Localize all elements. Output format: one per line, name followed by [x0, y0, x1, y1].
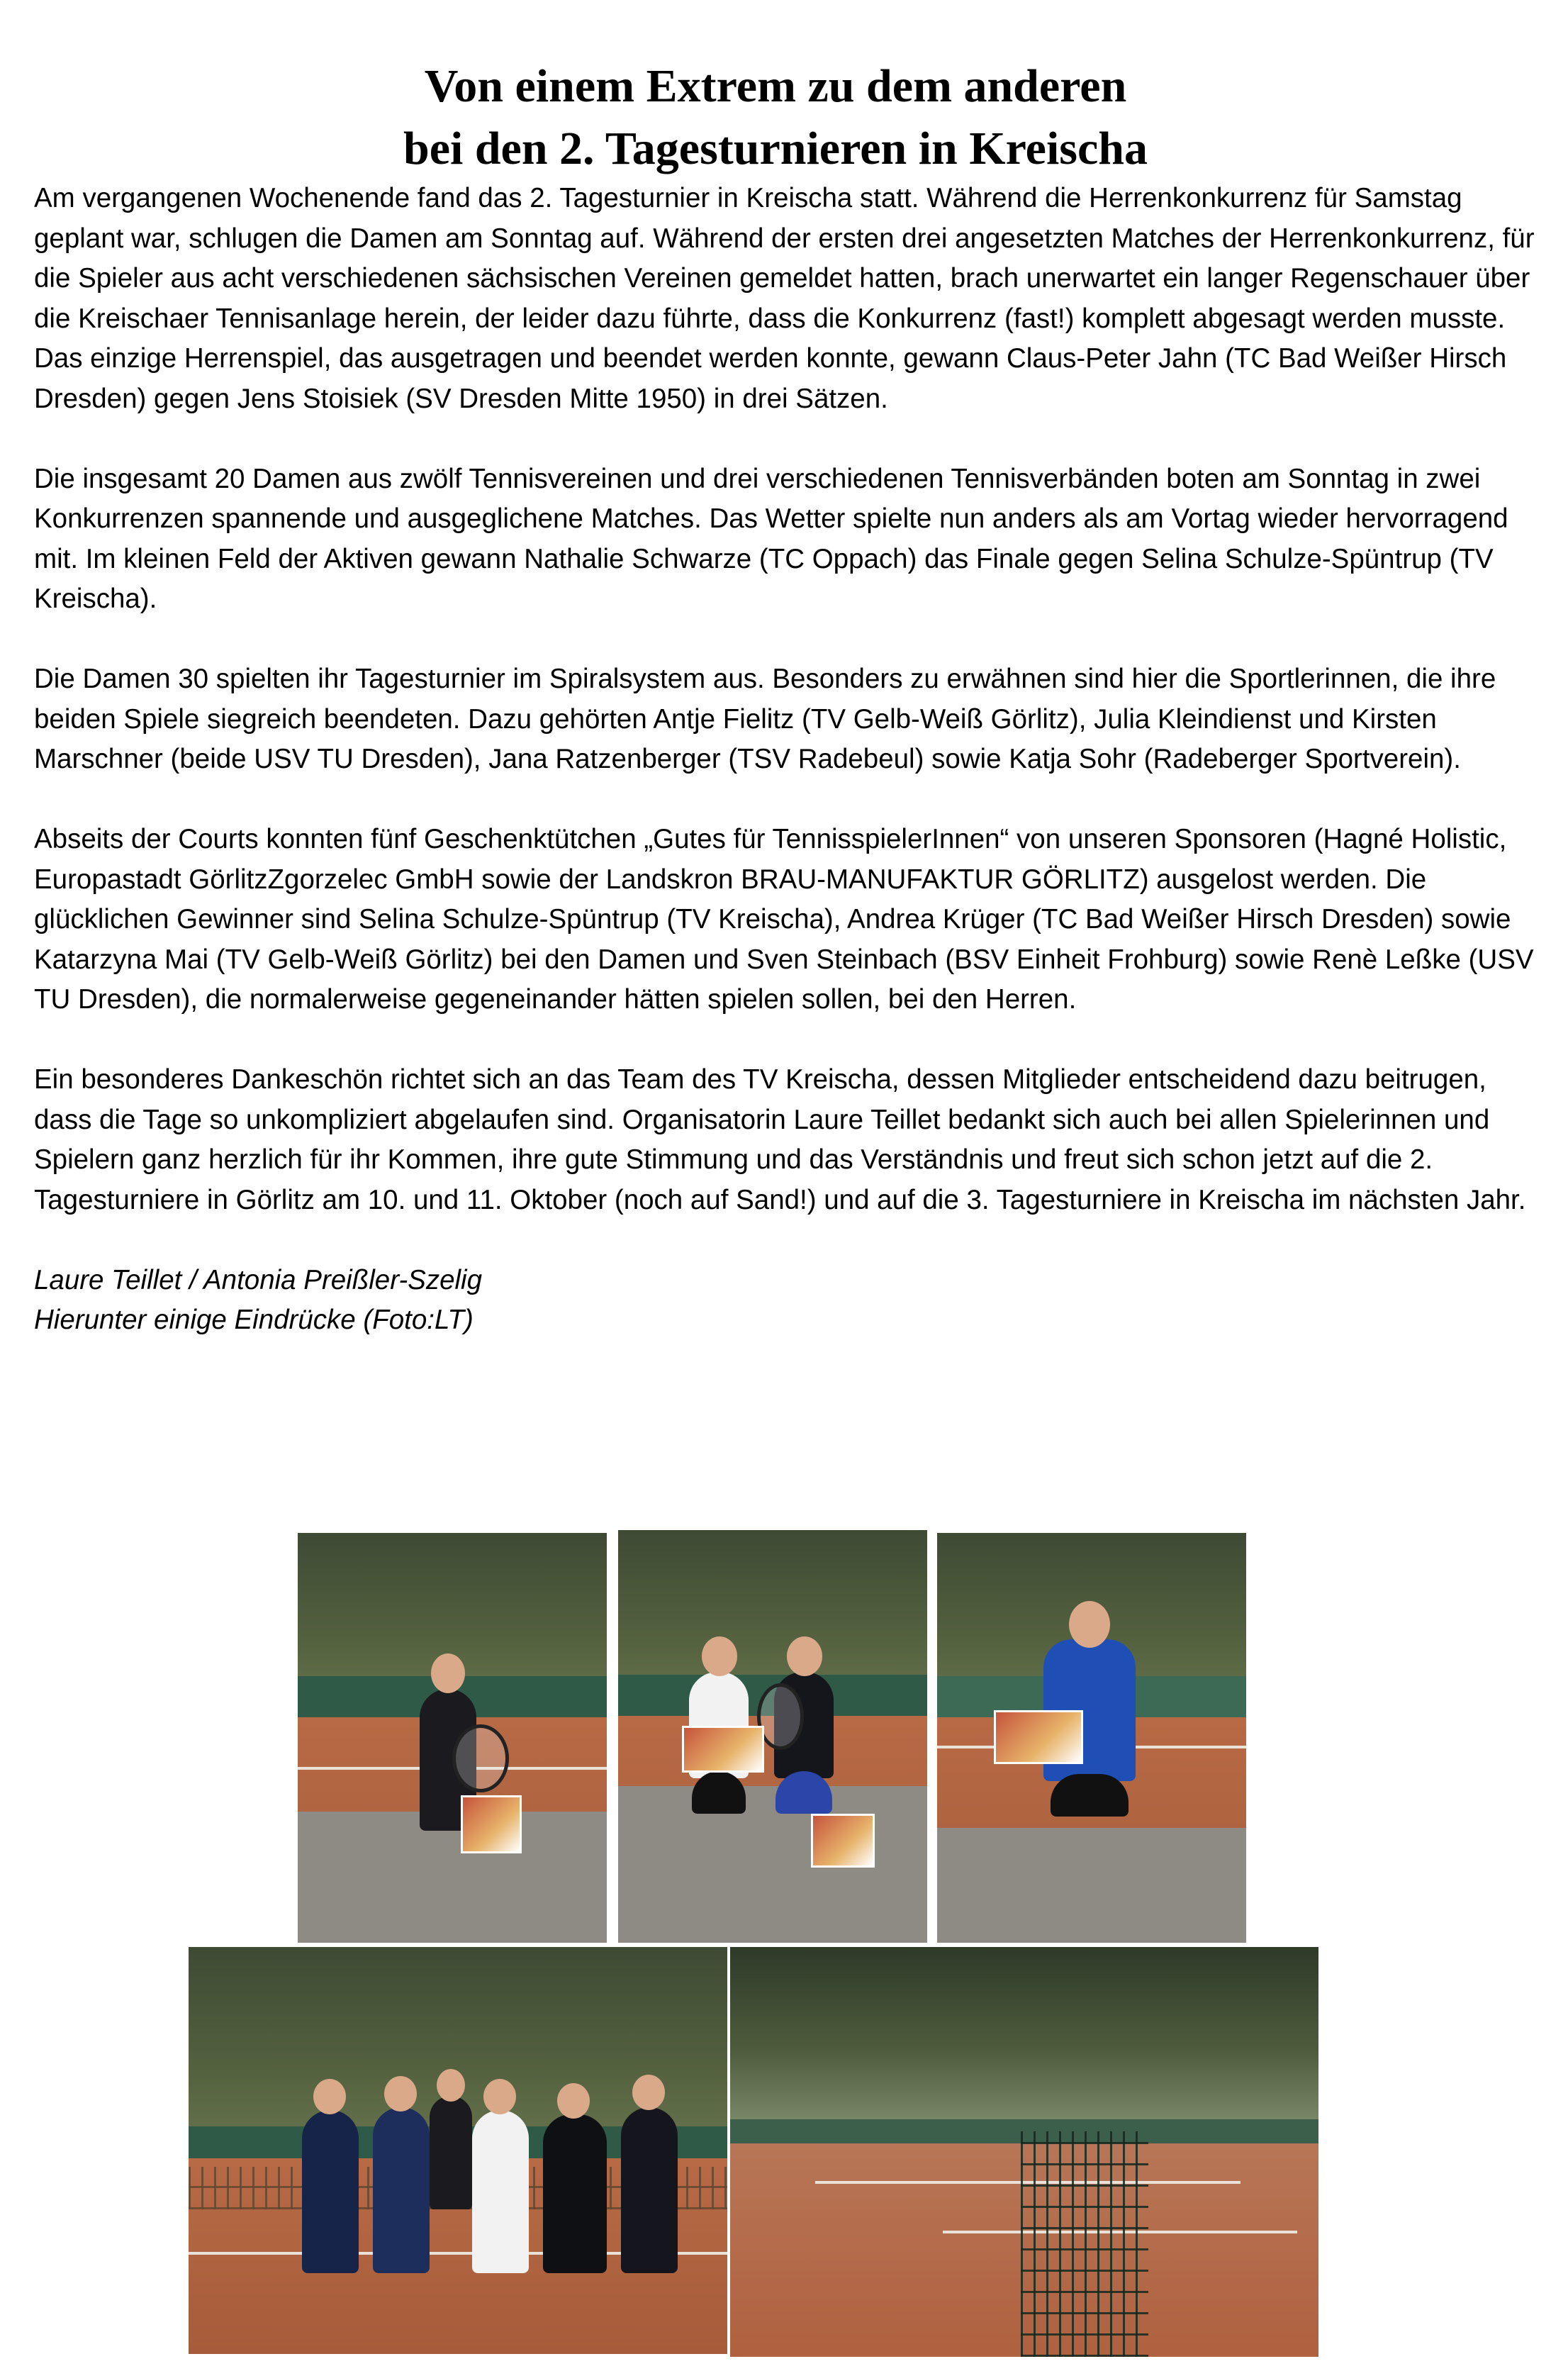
player-head-left	[702, 1636, 737, 1676]
photo-gravel	[937, 1828, 1246, 1943]
man-4	[472, 2110, 529, 2273]
man-2-head	[384, 2076, 417, 2111]
paragraph-2: Die insgesamt 20 Damen aus zwölf Tennisvereinen und drei verschiedenen Tennisverbänden boten am Sonntag in zwei Konkurrenzen spannende und ausgeglichene Matches. Das Wetter spielte nun anders als am Vortag wieder hervorragend mit. Im kleinen Feld der Aktiven gewann Nathalie Schwarze (TC Oppach) das Finale gegen Selina Schulze-Spüntrup (TV Kreischa).	[34, 463, 1508, 614]
article-body	[34, 179, 1537, 1341]
gift-bag	[994, 1710, 1083, 1764]
man-5	[543, 2114, 607, 2273]
paragraph-4: Abseits der Courts konnten fünf Geschenktütchen „Gutes für TennisspielerInnen“ von unseren Sponsoren (Hagné Holistic, Europastadt GörlitzZgorzelec GmbH sowie der Landskron BRAU-MANUFAKTUR GÖRLITZ) ausgelost werden. Die glücklichen Gewinner sind Selina Schulze-Spüntrup (TV Kreischa), Andrea Krüger (TC Bad Weißer Hirsch Dresden) sowie Katarzyna Mai (TV Gelb-Weiß Görlitz) bei den Damen und Sven Steinbach (BSV Einheit Frohburg) sowie Renè Leßke (USV TU Dresden), die normalerweise gegeneinander hätten spielen sollen, bei den Herren.	[34, 824, 1534, 1015]
man-6-head	[632, 2075, 665, 2110]
photo-group-of-men	[189, 1947, 727, 2354]
photo-caption: Hierunter einige Eindrücke (Foto:LT)	[34, 1305, 474, 1335]
man-3-head	[437, 2069, 465, 2102]
photo-gravel	[618, 1786, 927, 1943]
photo-man-blue-jacket	[937, 1533, 1246, 1943]
gift-bag-2	[811, 1814, 875, 1868]
paragraph-1: Am vergangenen Wochenende fand das 2. Tagesturnier in Kreischa statt. Während die Herrenkonkurrenz für Samstag geplant war, schlugen die Damen am Sonntag auf. Während der ersten drei angesetzten Matches der Herrenkonkurrenz, für die Spieler aus acht verschiedenen sächsischen Vereinen gemeldet hatten, brach unerwartet ein langer Regenschauer über die Kreischaer Tennisanlage herein, der leider dazu führte, dass die Konkurrenz (fast!) komplett abgesagt werden musste. Das einzige Herrenspiel, das ausgetragen und beendet werden konnte, gewann Claus-Peter Jahn (TC Bad Weißer Hirsch Dresden) gegen Jens Stoisiek (SV Dresden Mitte 1950) in drei Sätzen.	[34, 183, 1535, 414]
photo-gravel	[298, 1812, 607, 1943]
signature	[34, 1261, 1537, 1341]
racket	[452, 1724, 509, 1792]
title-line-1: Von einem Extrem zu dem anderen	[424, 60, 1127, 113]
gift-bag	[682, 1726, 764, 1773]
man-1-head	[313, 2079, 346, 2114]
title-line-2: bei den 2. Tagesturnieren in Kreischa	[403, 123, 1148, 175]
man-6	[621, 2107, 678, 2273]
foreground-fence	[1021, 2131, 1148, 2357]
player-head	[431, 1653, 465, 1693]
man-5-head	[557, 2083, 590, 2119]
signature-authors: Laure Teillet / Antonia Preißler-Szelig	[34, 1264, 483, 1295]
player-shorts	[1051, 1774, 1129, 1817]
photo-woman-with-racket	[298, 1533, 607, 1943]
player-head-right	[787, 1636, 822, 1676]
photo-clay-courts	[730, 1947, 1318, 2357]
gift-bag	[461, 1795, 522, 1853]
paragraph-5: Ein besonderes Dankeschön richtet sich an das Team des TV Kreischa, dessen Mitglieder entscheidend dazu beitrugen, dass die Tage so unkompliziert abgelaufen sind. Organisatorin Laure Teillet bedankt sich auch bei allen Spielerinnen und Spielern ganz herzlich für ihr Kommen, ihre gute Stimmung und das Verständnis und freut sich schon jetzt auf die 2. Tagesturniere in Görlitz am 10. und 11. Oktober (noch auf Sand!) und auf die 3. Tagesturniere in Kreischa im nächsten Jahr.	[34, 1064, 1526, 1215]
player-head	[1069, 1601, 1110, 1648]
photo-two-women	[618, 1530, 927, 1943]
man-2	[373, 2107, 430, 2273]
man-1	[302, 2110, 359, 2273]
article-title	[0, 55, 1551, 180]
paragraph-3: Die Damen 30 spielten ihr Tagesturnier im Spiralsystem aus. Besonders zu erwähnen sind hier die Sportlerinnen, die ihre beiden Spiele siegreich beendeten. Dazu gehörten Antje Fielitz (TV Gelb-Weiß Görlitz), Julia Kleindienst und Kirsten Marschner (beide USV TU Dresden), Jana Ratzenberger (TSV Radebeul) sowie Katja Sohr (Radeberger Sportverein).	[34, 664, 1496, 774]
man-4-head	[483, 2079, 516, 2114]
man-3	[430, 2096, 472, 2209]
